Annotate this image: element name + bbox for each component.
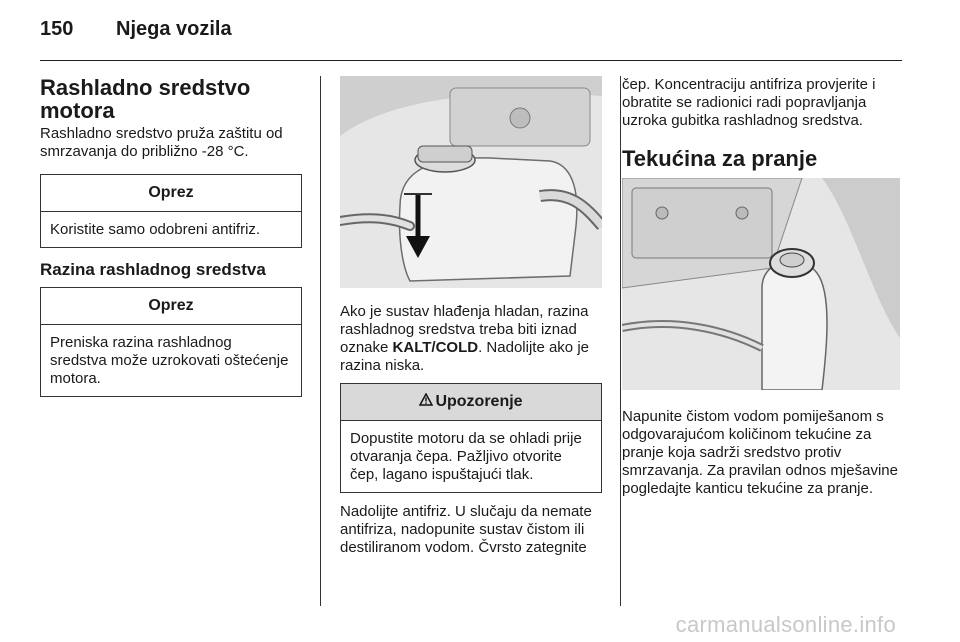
header-rule <box>40 60 902 61</box>
text-span: . Nadolijte ako je razina niska. <box>340 339 589 374</box>
column-2 <box>340 76 602 557</box>
caution-box <box>40 174 302 248</box>
text-span: Ako je sustav hlađenja hladan, razina rashladnog sredstva treba biti iznad oznake <box>340 303 589 356</box>
warning-heading-text: Upozorenje <box>435 393 523 410</box>
page-number: 150 <box>40 18 74 40</box>
column-1 <box>40 76 302 397</box>
column-3 <box>622 76 902 498</box>
page-header <box>40 18 232 50</box>
warning-text: Dopustite motoru da se ohladi prije otvaranja čepa. Pažljivo otvorite čep, lagano ispuštajući tlak. <box>350 430 582 483</box>
cap-paragraph: čep. Koncentraciju antifriza provjerite i obratite se radionici radi popravljanja uzroka gubitka rashladnog sredstva. <box>622 76 876 129</box>
coolant-intro: Rashladno sredstvo pruža zaštitu od smrzavanja do približno -28 °C. <box>40 125 283 160</box>
caution-heading: Oprez <box>41 175 301 212</box>
coolant-level-paragraph <box>340 303 602 375</box>
kalt-cold-mark: KALT/COLD <box>392 339 479 356</box>
washer-fluid-paragraph: Napunite čistom vodom pomiješanom s odgovarajućom količinom tekućine za pranje koja sadrži sredstvo protiv smrzavanja. Za pravilan odnos mješavine pogledajte kanticu tekućine za pranje. <box>622 408 898 497</box>
watermark: carmanualsonline.info <box>675 612 896 637</box>
column-divider <box>620 76 621 606</box>
warning-box <box>340 383 602 493</box>
column-divider <box>320 76 321 606</box>
washer-fluid-illustration <box>622 178 900 390</box>
caution-box <box>40 287 302 397</box>
caution-text: Koristite samo odobreni antifriz. <box>50 221 261 238</box>
caution-text: Preniska razina rashladnog sredstva može uzrokovati oštećenje motora. <box>50 334 289 387</box>
warning-triangle-icon <box>419 393 433 411</box>
coolant-reservoir-illustration <box>340 76 602 288</box>
section-title-washer-fluid: Tekućina za pranje <box>622 146 818 171</box>
subsection-title-coolant-level: Razina rashladnog sredstva <box>40 260 266 279</box>
caution-heading: Oprez <box>41 288 301 325</box>
chapter-title: Njega vozila <box>116 18 232 40</box>
section-title-coolant: Rashladno sredstvo motora <box>40 75 251 123</box>
warning-heading <box>341 384 601 421</box>
antifreeze-paragraph: Nadolijte antifriz. U slučaju da nemate antifriza, nadopunite sustav čistom ili destiliranom vodom. Čvrsto zategnite <box>340 503 592 556</box>
